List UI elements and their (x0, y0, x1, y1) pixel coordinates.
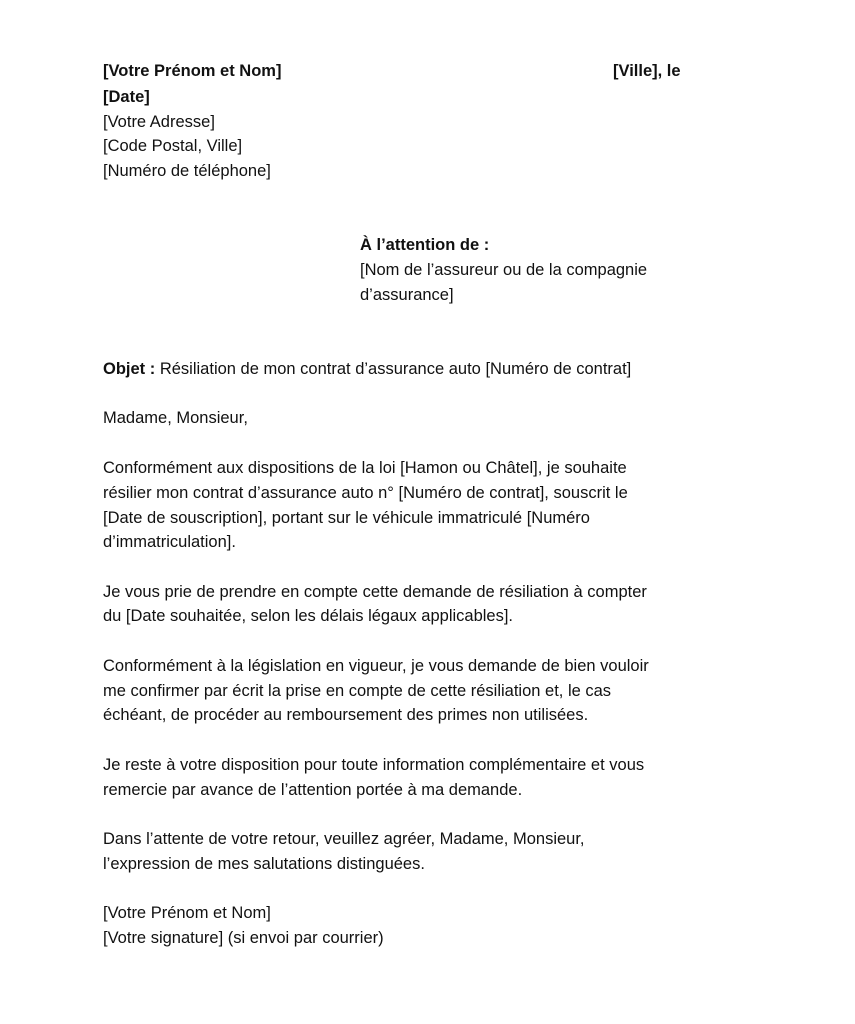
paragraph-4-line-2: remercie par avance de l’attention portée à ma demande. (103, 781, 523, 799)
signature-name: [Votre Prénom et Nom] (103, 904, 271, 922)
paragraph-1-line-4: d’immatriculation]. (103, 533, 236, 551)
paragraph-5-line-1: Dans l’attente de votre retour, veuillez agréer, Madame, Monsieur, (103, 830, 585, 848)
greeting: Madame, Monsieur, (103, 409, 248, 427)
paragraph-3-line-3: échéant, de procéder au remboursement des primes non utilisées. (103, 706, 589, 724)
subject-text: Résiliation de mon contrat d’assurance auto [Numéro de contrat] (159, 360, 632, 378)
sender-postal: [Code Postal, Ville] (103, 137, 243, 155)
paragraph-1-line-2: résilier mon contrat d’assurance auto n° [Numéro de contrat], souscrit le (103, 484, 628, 502)
recipient-attention: À l’attention de : (360, 236, 490, 254)
place-date: [Ville], le (613, 62, 681, 80)
paragraph-2-line-2: du [Date souhaitée, selon les délais légaux applicables]. (103, 607, 514, 625)
paragraph-1-line-3: [Date de souscription], portant sur le véhicule immatriculé [Numéro (103, 509, 590, 527)
paragraph-1-line-1: Conformément aux dispositions de la loi [Hamon ou Châtel], je souhaite (103, 459, 627, 477)
signature-line: [Votre signature] (si envoi par courrier) (103, 929, 384, 947)
paragraph-3-line-2: me confirmer par écrit la prise en compte de cette résiliation et, le cas (103, 682, 612, 700)
sender-date: [Date] (103, 88, 150, 106)
paragraph-4-line-1: Je reste à votre disposition pour toute information complémentaire et vous (103, 756, 645, 774)
sender-address: [Votre Adresse] (103, 113, 215, 131)
sender-phone: [Numéro de téléphone] (103, 162, 271, 180)
subject-label: Objet : (103, 360, 156, 378)
paragraph-3-line-1: Conformément à la législation en vigueur, je vous demande de bien vouloir (103, 657, 649, 675)
recipient-name-line1: [Nom de l’assureur ou de la compagnie (360, 261, 648, 279)
paragraph-2-line-1: Je vous prie de prendre en compte cette demande de résiliation à compter (103, 583, 647, 601)
recipient-name-line2: d’assurance] (360, 286, 454, 304)
sender-name: [Votre Prénom et Nom] (103, 62, 282, 80)
subject-line (103, 357, 631, 382)
paragraph-5-line-2: l’expression de mes salutations distinguées. (103, 855, 425, 873)
